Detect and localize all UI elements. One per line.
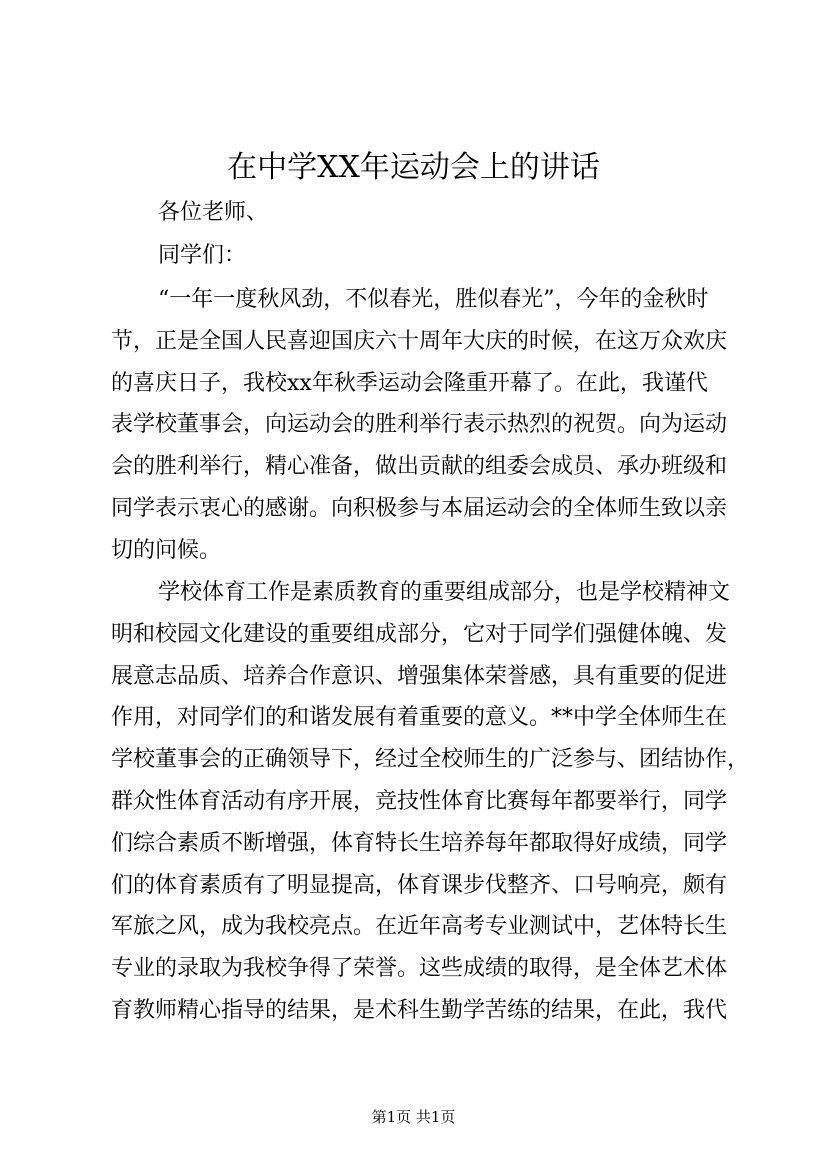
paragraph-line: 同学表示衷心的感谢。向积极参与本届运动会的全体师生致以亲	[111, 495, 728, 521]
paragraph-sports-education	[111, 572, 750, 1032]
paragraph-line: 们的体育素质有了明显提高，体育课步伐整齐、口号响亮，颇有	[111, 872, 728, 898]
paragraph-line: 明和校园文化建设的重要组成部分，它对于同学们强健体魄、发	[111, 621, 728, 647]
greeting-students: 同学们：	[158, 243, 247, 268]
paragraph-line: 学校董事会的正确领导下，经过全校师生的广泛参与、团结协作，	[111, 747, 750, 773]
paragraph-line: “一年一度秋风劲，不似春光，胜似春光”，今年的金秋时	[158, 287, 709, 312]
paragraph-line: 表学校董事会，向运动会的胜利举行表示热烈的祝贺。向为运动	[111, 412, 728, 438]
paragraph-line: 群众性体育活动有序开展，竞技性体育比赛每年都要举行，同学	[111, 788, 728, 814]
paragraph-line: 会的胜利举行，精心准备，做出贡献的组委会成员、承办班级和	[111, 454, 728, 480]
paragraph-line: 的喜庆日子，我校xx年秋季运动会隆重开幕了。在此，我谨代	[111, 370, 708, 396]
paragraph-opening	[111, 279, 728, 572]
document-title: 在中学XX年运动会上的讲话	[227, 150, 600, 185]
paragraph-line: 育教师精心指导的结果，是术科生勤学苦练的结果，在此，我代	[111, 997, 728, 1023]
paragraph-line: 节，正是全国人民喜迎国庆六十周年大庆的时候，在这万众欢庆	[111, 328, 728, 354]
paragraph-line: 展意志品质、培养合作意识、增强集体荣誉感，具有重要的促进	[111, 663, 728, 689]
paragraph-line: 军旅之风，成为我校亮点。在近年高考专业测试中，艺体特长生	[111, 914, 728, 940]
page-number-footer: 第1页 共1页	[371, 1108, 456, 1126]
greeting-teachers: 各位老师、	[158, 200, 269, 225]
paragraph-line: 专业的录取为我校争得了荣誉。这些成绩的取得，是全体艺术体	[111, 956, 728, 982]
paragraph-line: 学校体育工作是素质教育的重要组成部分，也是学校精神文	[158, 580, 731, 605]
paragraph-line: 们综合素质不断增强，体育特长生培养每年都取得好成绩，同学	[111, 830, 728, 856]
paragraph-line: 作用，对同学们的和谐发展有着重要的意义。**中学全体师生在	[111, 705, 728, 731]
paragraph-line: 切的问候。	[111, 537, 222, 563]
